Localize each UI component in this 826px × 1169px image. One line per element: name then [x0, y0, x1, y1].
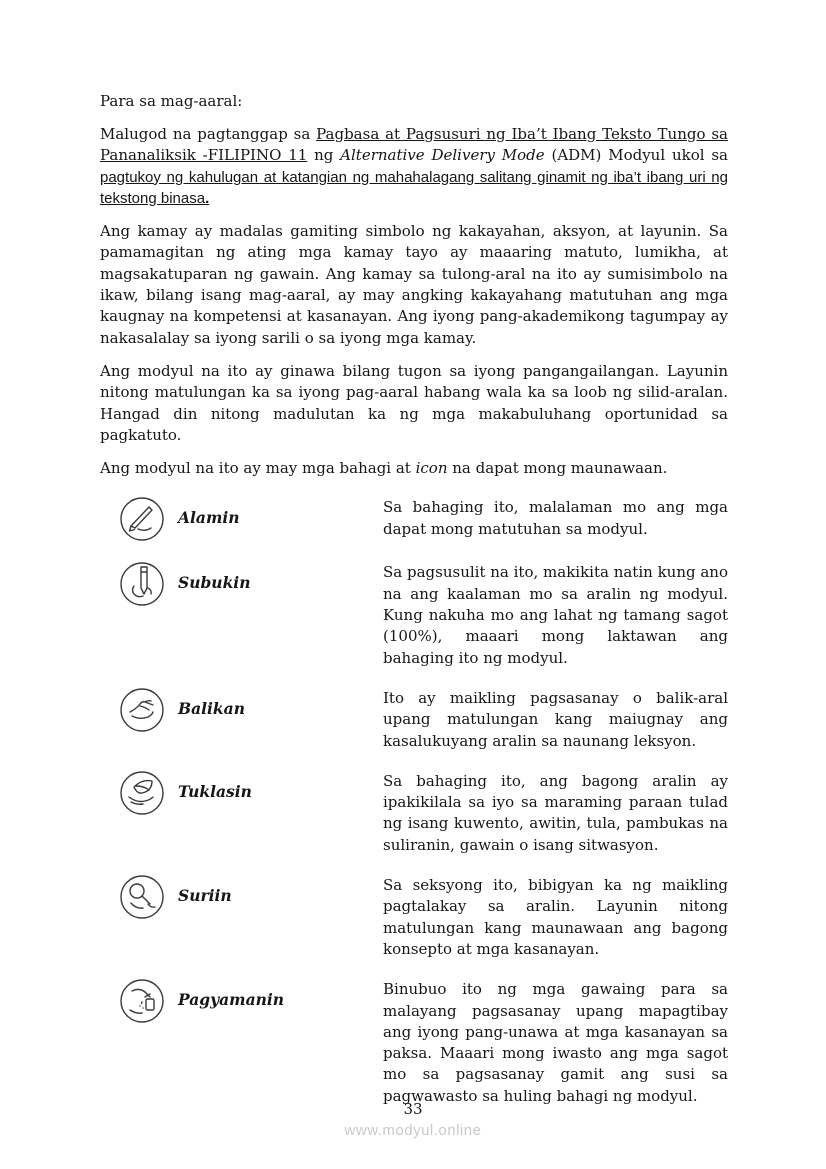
adm-italic-text: Alternative Delivery Mode — [340, 146, 545, 165]
competency-underlined: pagtukoy ng kahulugan at katangian ng mahahalagang salitang ginamit ng iba’t ibang uri ng tekstong binasa — [100, 168, 728, 207]
paragraph-layunin: Ang modyul na ito ay ginawa bilang tugon sa iyong pangangailangan. Layunin nitong matulungan ka sa iyong pag-aaral habang wala ka sa loob ng silid-aralan. Hangad din nitong madulutan ka ng mga makabuluhang oportunidad sa pagkatuto. — [100, 361, 728, 444]
pagyamanin-icon — [118, 977, 178, 1025]
icon-label: Alamin — [178, 508, 240, 528]
tuklasin-icon — [118, 769, 178, 817]
icon-intro-seg-1: Ang modyul na ito ay may mga bahagi at — [100, 459, 416, 478]
icon-description: Sa pagsusulit na ito, makikita natin kung ano na ang kaalaman mo sa aralin ng modyul. Kung nakuha mo ang lahat ng tamang sagot (100%), maaari mong laktawan ang bahaging ito ng modyul. — [383, 563, 728, 667]
icon-cell — [100, 873, 178, 921]
watermark-text: www.modyul.online — [344, 1122, 482, 1139]
paragraph-icon-intro — [100, 458, 728, 479]
welcome-seg-5: (ADM) Modyul ukol sa — [544, 146, 728, 165]
icon-cell — [100, 495, 178, 543]
icon-label: Balikan — [178, 698, 245, 718]
icon-description: Sa seksyong ito, bibigyan ka ng maikling pagtalakay sa aralin. Layunin nitong matulungan kang maunawaan ang bagong konsepto at mga kasanayan. — [383, 876, 728, 958]
paragraph-kamay: Ang kamay ay madalas gamiting simbolo ng kakayahan, aksyon, at layunin. Sa pamamagitan ng ating mga kamay tayo ay maaaring matuto, lumikha, at magsakatuparan ng gawain. Ang kamay sa tulong-aral na ito ay sumisimbolo na ikaw, bilang isang mag-aaral, ay may angking kakayahang matutuhan ang mga kaugnay na kompetensi at kasanayan. Ang iyong pang-akademikong tagumpay ay nakasalalay sa iyong sarili o sa iyong mga kamay. — [100, 222, 728, 347]
icon-cell — [100, 977, 178, 1025]
module-title-underlined: Pagbasa at Pagsusuri ng Iba’t Ibang Teksto Tungo sa Pananaliksik -FILIPINO 11 — [100, 125, 728, 165]
icon-label: Pagyamanin — [178, 990, 285, 1010]
welcome-seg-3: ng — [307, 146, 341, 165]
welcome-seg-1: Malugod na pagtanggap sa — [100, 125, 317, 143]
balikan-icon — [118, 686, 178, 734]
table-row — [100, 769, 728, 856]
subukin-icon — [118, 560, 178, 608]
icon-cell — [100, 560, 178, 608]
icon-description: Ito ay maikling pagsasanay o balik-aral upang matulungan kang maiugnay ang kasalukuyang aralin sa naunang leksyon. — [383, 688, 728, 750]
table-row — [100, 873, 728, 960]
table-row — [100, 495, 728, 543]
icon-guide-table — [100, 495, 728, 1107]
table-row — [100, 686, 728, 752]
icon-word-italic: icon — [415, 459, 448, 478]
welcome-seg-7: . — [205, 189, 210, 207]
icon-description: Sa bahaging ito, ang bagong aralin ay ipakikilala sa iyo sa maraming paraan tulad ng isang kuwento, awitin, tula, pambukas na suliranin, gawain o isang sitwasyon. — [383, 771, 728, 854]
icon-label: Suriin — [178, 886, 232, 906]
table-row — [100, 560, 728, 668]
alamin-icon — [118, 495, 178, 543]
icon-label: Tuklasin — [178, 781, 252, 801]
page-content — [100, 92, 728, 1124]
icon-description: Sa bahaging ito, malalaman mo ang mga dapat mong matutuhan sa modyul. — [383, 498, 728, 538]
paragraph-welcome — [100, 124, 728, 209]
table-row — [100, 977, 728, 1107]
page-footer — [0, 1100, 826, 1139]
icon-description: Binubuo ito ng mga gawaing para sa malayang pagsasanay upang mapagtibay ang iyong pang-unawa at mga kasanayan sa paksa. Maaari mong iwasto ang mga sagot mo sa pagsasanay gamit ang susi sa pagwawasto sa huling bahagi ng modyul. — [383, 980, 728, 1105]
page-number: 33 — [403, 1100, 423, 1118]
suriin-icon — [118, 873, 178, 921]
greeting-text: Para sa mag-aaral: — [100, 92, 243, 110]
icon-cell — [100, 686, 178, 734]
icon-cell — [100, 769, 178, 817]
icon-label: Subukin — [178, 573, 251, 593]
icon-intro-seg-3: na dapat mong maunawaan. — [447, 459, 668, 478]
